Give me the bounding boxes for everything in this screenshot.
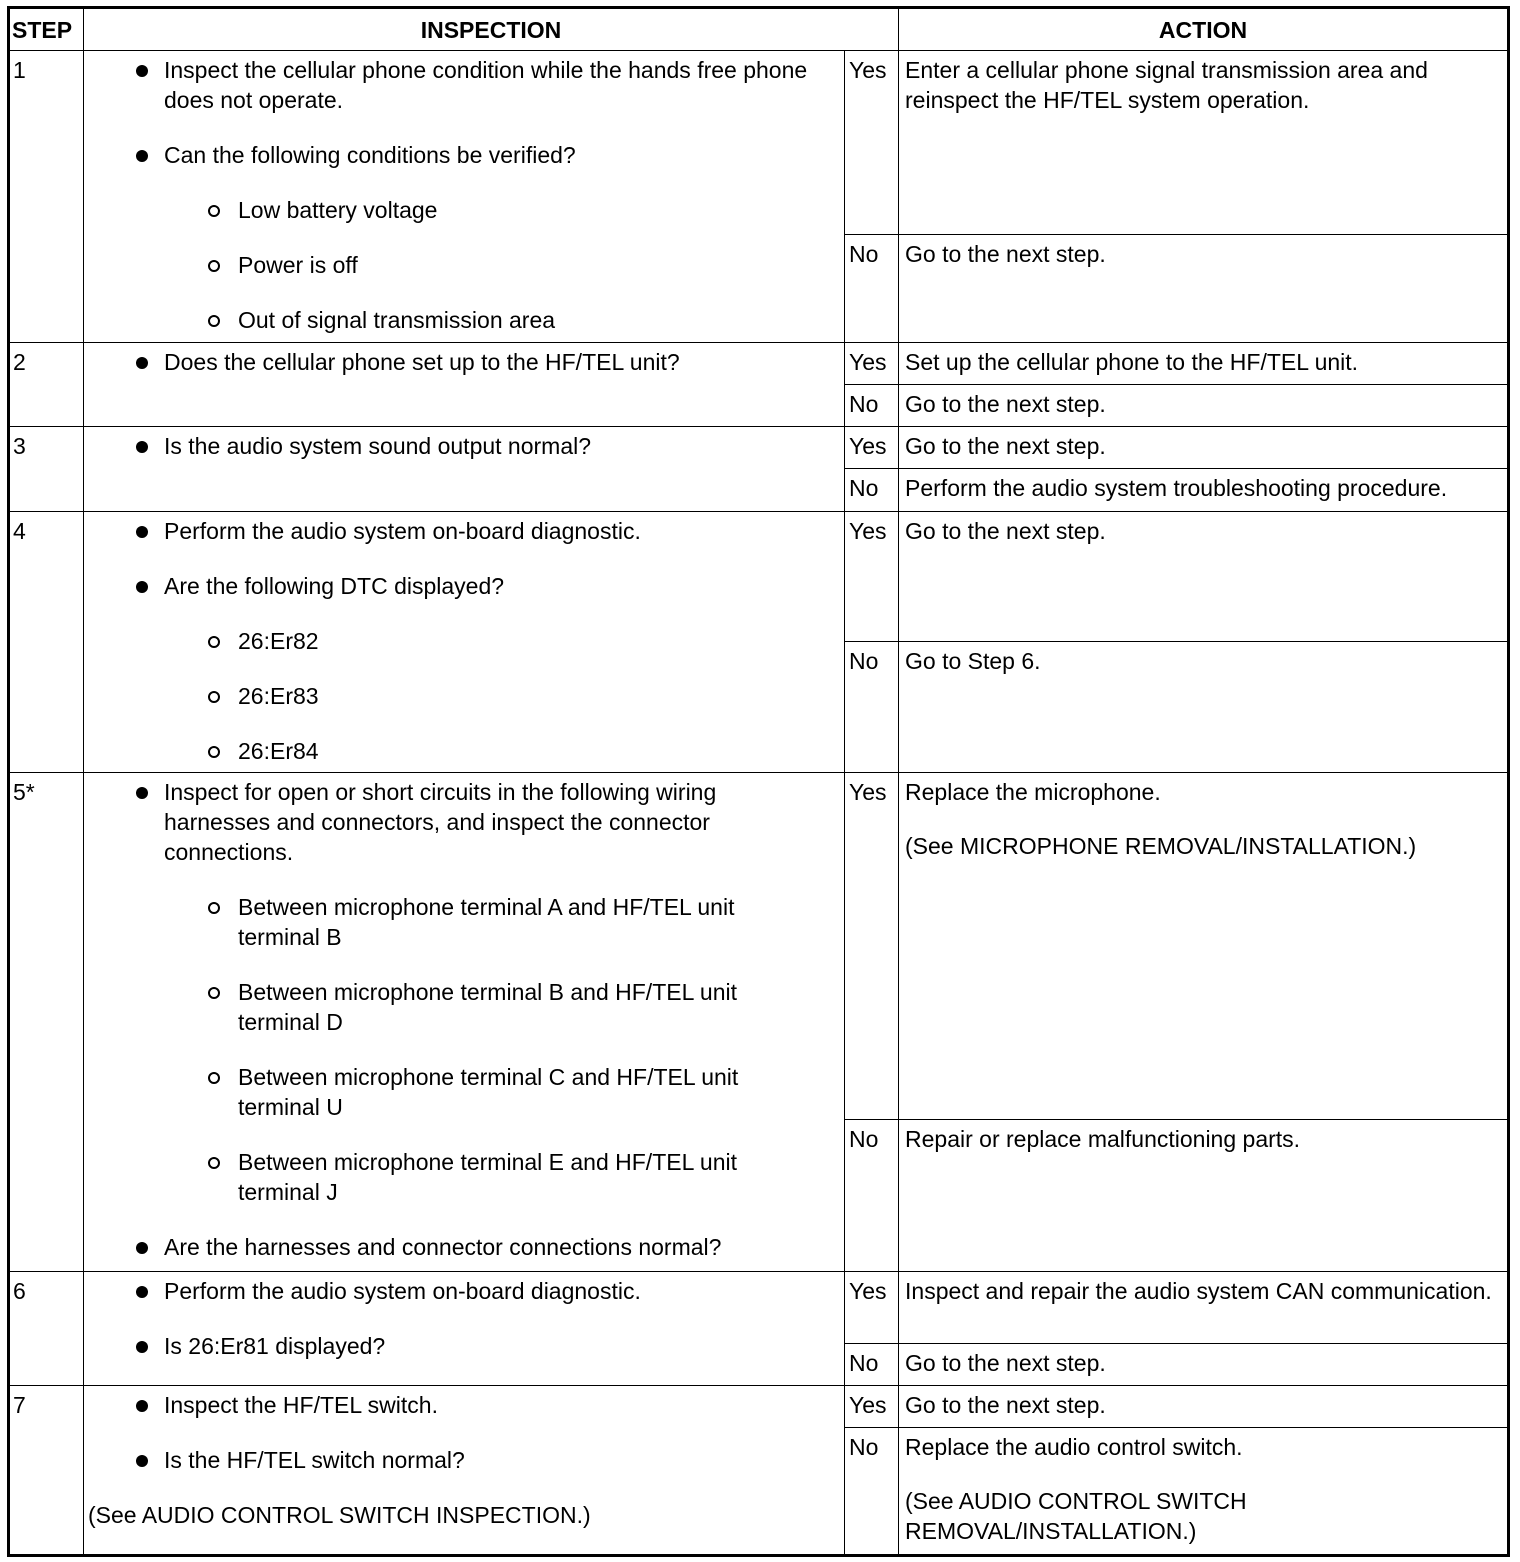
bullet-dot-icon (136, 357, 148, 369)
table-row (9, 51, 1509, 235)
inspection-item (88, 571, 814, 601)
result-label: Yes (845, 1272, 899, 1344)
bullet-circle-icon (208, 205, 220, 217)
action-text: Go to the next step. (905, 391, 1106, 417)
action-cell (899, 642, 1509, 773)
inspection-list (88, 1390, 814, 1530)
action-text: Go to the next step. (905, 433, 1106, 459)
action-text: (See AUDIO CONTROL SWITCH REMOVAL/INSTALLATION.) (905, 1488, 1247, 1544)
action-text: Set up the cellular phone to the HF/TEL unit. (905, 349, 1359, 375)
inspection-item (88, 626, 814, 656)
result-label: Yes (845, 343, 899, 385)
inspection-text: Inspect the HF/TEL switch. (164, 1392, 438, 1418)
inspection-text: (See AUDIO CONTROL SWITCH INSPECTION.) (88, 1502, 591, 1528)
step-number: 5* (9, 773, 84, 1272)
table-row (9, 343, 1509, 385)
result-label: No (845, 469, 899, 512)
inspection-item (88, 1500, 814, 1530)
step-number: 3 (9, 427, 84, 512)
inspection-cell (84, 427, 845, 512)
inspection-text: Power is off (238, 252, 358, 278)
action-cell (899, 1120, 1509, 1272)
inspection-list (88, 431, 814, 461)
action-text: Inspect and repair the audio system CAN communication. (905, 1278, 1492, 1304)
step-number: 2 (9, 343, 84, 427)
table-row (9, 512, 1509, 642)
bullet-dot-icon (136, 65, 148, 77)
result-label: Yes (845, 51, 899, 235)
inspection-text: 26:Er83 (238, 683, 319, 709)
table-row (9, 1386, 1509, 1428)
bullet-circle-icon (208, 260, 220, 272)
inspection-item (88, 516, 814, 546)
inspection-item (88, 347, 814, 377)
bullet-dot-icon (136, 1341, 148, 1353)
bullet-dot-icon (136, 526, 148, 538)
result-label: No (845, 1344, 899, 1386)
bullet-dot-icon (136, 150, 148, 162)
step-number: 4 (9, 512, 84, 773)
bullet-circle-icon (208, 902, 220, 914)
inspection-text: Perform the audio system on-board diagnostic. (164, 1278, 641, 1304)
inspection-cell (84, 1272, 845, 1386)
action-cell (899, 1344, 1509, 1386)
bullet-dot-icon (136, 787, 148, 799)
inspection-text: Is the audio system sound output normal? (164, 433, 592, 459)
troubleshooting-table (7, 6, 1510, 1557)
bullet-dot-icon (136, 581, 148, 593)
inspection-item (88, 1445, 814, 1475)
step-number: 1 (9, 51, 84, 343)
action-cell (899, 469, 1509, 512)
result-label: No (845, 385, 899, 427)
inspection-list (88, 1276, 814, 1361)
result-label: No (845, 235, 899, 343)
result-label: No (845, 1428, 899, 1556)
inspection-item (88, 55, 814, 115)
inspection-item (88, 305, 814, 335)
action-text: Go to Step 6. (905, 648, 1041, 674)
inspection-item (88, 1276, 814, 1306)
action-header: ACTION (899, 8, 1509, 51)
inspection-item (88, 1062, 814, 1122)
bullet-circle-icon (208, 1157, 220, 1169)
inspection-cell (84, 512, 845, 773)
result-label: Yes (845, 1386, 899, 1428)
action-text: Perform the audio system troubleshooting procedure. (905, 475, 1448, 501)
inspection-item (88, 777, 814, 867)
inspection-text: Out of signal transmission area (238, 307, 556, 333)
inspection-item (88, 1232, 814, 1262)
inspection-item (88, 736, 814, 766)
action-text: Replace the audio control switch. (905, 1434, 1243, 1460)
action-cell (899, 773, 1509, 1120)
inspection-item (88, 431, 814, 461)
bullet-circle-icon (208, 746, 220, 758)
step-number: 7 (9, 1386, 84, 1556)
inspection-text: Low battery voltage (238, 197, 438, 223)
inspection-list (88, 516, 814, 766)
bullet-dot-icon (136, 1400, 148, 1412)
action-cell (899, 512, 1509, 642)
action-text: Repair or replace malfunctioning parts. (905, 1126, 1301, 1152)
action-cell (899, 1428, 1509, 1556)
inspection-text: Is the HF/TEL switch normal? (164, 1447, 465, 1473)
action-text: (See MICROPHONE REMOVAL/INSTALLATION.) (905, 833, 1417, 859)
inspection-cell (84, 51, 845, 343)
action-text: Go to the next step. (905, 518, 1106, 544)
inspection-text: Can the following conditions be verified? (164, 142, 576, 168)
bullet-circle-icon (208, 987, 220, 999)
action-text: Go to the next step. (905, 1392, 1106, 1418)
inspection-text: Does the cellular phone set up to the HF/TEL unit? (164, 349, 680, 375)
inspection-item (88, 977, 814, 1037)
inspection-cell (84, 343, 845, 427)
inspection-text: Are the following DTC displayed? (164, 573, 505, 599)
inspection-text: Between microphone terminal E and HF/TEL unit terminal J (238, 1149, 738, 1205)
step-header: STEP (9, 8, 84, 51)
table-row (9, 1272, 1509, 1344)
action-cell (899, 1386, 1509, 1428)
step-number: 6 (9, 1272, 84, 1386)
bullet-dot-icon (136, 1286, 148, 1298)
inspection-header: INSPECTION (84, 8, 899, 51)
inspection-text: 26:Er84 (238, 738, 319, 764)
action-cell (899, 427, 1509, 469)
action-text: Go to the next step. (905, 1350, 1106, 1376)
action-cell (899, 235, 1509, 343)
header-row (9, 8, 1509, 51)
inspection-item (88, 250, 814, 280)
result-label: Yes (845, 427, 899, 469)
inspection-text: Are the harnesses and connector connections normal? (164, 1234, 722, 1260)
result-label: No (845, 642, 899, 773)
bullet-dot-icon (136, 1455, 148, 1467)
action-text: Enter a cellular phone signal transmission area and reinspect the HF/TEL system operation. (905, 57, 1428, 113)
inspection-text: Inspect for open or short circuits in the following wiring harnesses and connectors, and inspect the connector connections. (164, 779, 717, 865)
inspection-item (88, 1147, 814, 1207)
result-label: No (845, 1120, 899, 1272)
action-cell (899, 385, 1509, 427)
bullet-circle-icon (208, 315, 220, 327)
action-cell (899, 51, 1509, 235)
bullet-dot-icon (136, 1242, 148, 1254)
inspection-text: Inspect the cellular phone condition while the hands free phone does not operate. (164, 57, 808, 113)
table-row (9, 427, 1509, 469)
inspection-item (88, 140, 814, 170)
inspection-list (88, 777, 814, 1262)
inspection-text: Between microphone terminal C and HF/TEL unit terminal U (238, 1064, 739, 1120)
result-label: Yes (845, 773, 899, 1120)
bullet-circle-icon (208, 691, 220, 703)
inspection-cell (84, 773, 845, 1272)
inspection-text: Perform the audio system on-board diagnostic. (164, 518, 641, 544)
action-cell (899, 343, 1509, 385)
inspection-item (88, 1331, 814, 1361)
bullet-circle-icon (208, 1072, 220, 1084)
action-cell (899, 1272, 1509, 1344)
inspection-cell (84, 1386, 845, 1556)
action-text: Go to the next step. (905, 241, 1106, 267)
bullet-circle-icon (208, 636, 220, 648)
inspection-text: Between microphone terminal A and HF/TEL unit terminal B (238, 894, 735, 950)
result-label: Yes (845, 512, 899, 642)
action-text: Replace the microphone. (905, 779, 1161, 805)
inspection-list (88, 55, 814, 335)
inspection-text: Is 26:Er81 displayed? (164, 1333, 386, 1359)
inspection-item (88, 195, 814, 225)
inspection-item (88, 892, 814, 952)
inspection-text: 26:Er82 (238, 628, 319, 654)
inspection-item (88, 681, 814, 711)
table-row (9, 773, 1509, 1120)
inspection-list (88, 347, 814, 377)
inspection-text: Between microphone terminal B and HF/TEL unit terminal D (238, 979, 738, 1035)
bullet-dot-icon (136, 441, 148, 453)
inspection-item (88, 1390, 814, 1420)
